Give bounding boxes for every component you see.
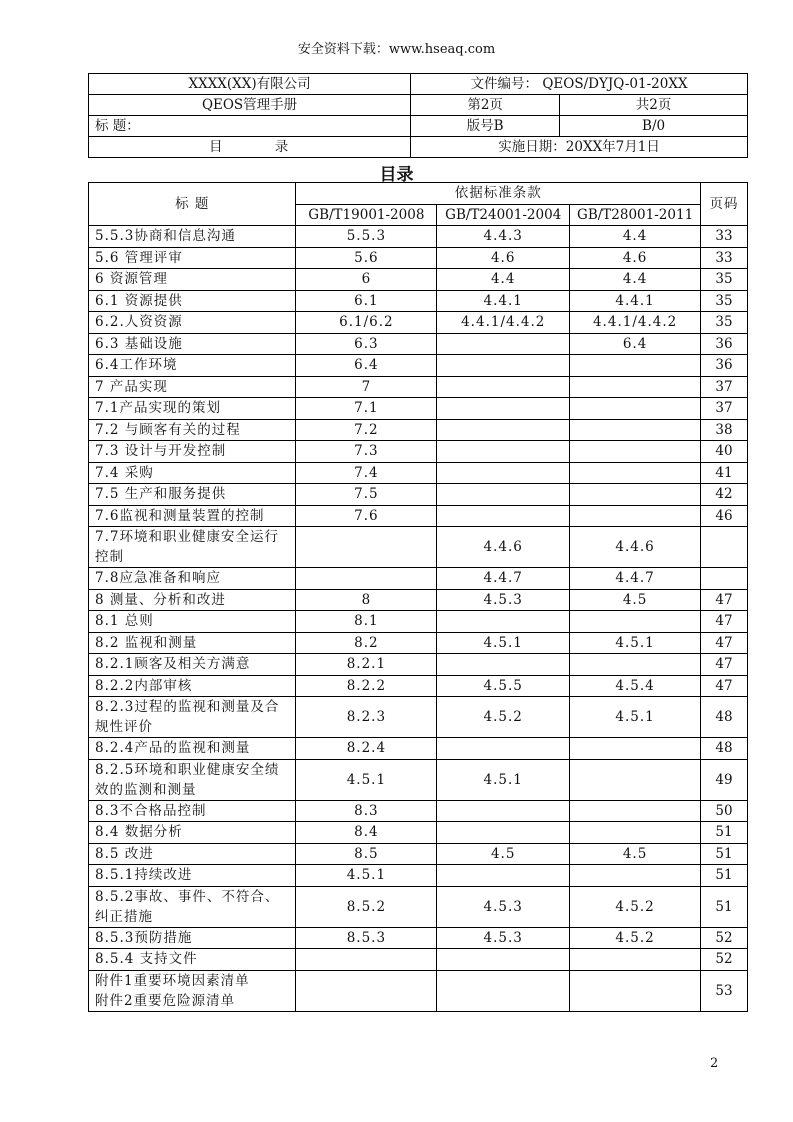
toc-row xyxy=(89,886,748,927)
toc-entry-std1 xyxy=(296,568,437,590)
toc-entry-title: 8.2.3过程的监视和测量及合规性评价 xyxy=(89,697,296,738)
toc-row xyxy=(89,865,748,887)
toc-row xyxy=(89,970,748,1011)
toc-entry-std3 xyxy=(570,822,701,844)
col-page-header: 页码 xyxy=(701,183,748,226)
toc-entry-std2 xyxy=(437,333,570,355)
toc-row xyxy=(89,355,748,377)
total-pages: 共2页 xyxy=(560,95,748,116)
toc-entry-std2 xyxy=(437,654,570,676)
toc-entry-std2: 4.5.2 xyxy=(437,697,570,738)
toc-entry-std2: 4.4.1/4.4.2 xyxy=(437,312,570,334)
toc-entry-std3 xyxy=(570,355,701,377)
toc-entry-std1: 8.1 xyxy=(296,611,437,633)
toc-row xyxy=(89,611,748,633)
toc-entry-std2: 4.4.6 xyxy=(437,527,570,568)
toc-row xyxy=(89,484,748,506)
toc-entry-std3: 4.5 xyxy=(570,843,701,865)
doc-number: 文件编号： QEOS/DYJQ-01-20XX xyxy=(411,74,748,95)
toc-entry-std1: 6.1 xyxy=(296,290,437,312)
toc-entry-page: 35 xyxy=(701,290,748,312)
toc-entry-std2 xyxy=(437,419,570,441)
toc-entry-page: 35 xyxy=(701,312,748,334)
toc-entry-page: 50 xyxy=(701,800,748,822)
toc-entry-std3: 4.4 xyxy=(570,269,701,291)
toc-entry-std1: 7 xyxy=(296,376,437,398)
toc-entry-std1: 8.4 xyxy=(296,822,437,844)
toc-row xyxy=(89,398,748,420)
toc-entry-page: 40 xyxy=(701,441,748,463)
toc-entry-title: 8.3不合格品控制 xyxy=(89,800,296,822)
toc-entry-std1: 8 xyxy=(296,589,437,611)
toc-entry-title: 7.3 设计与开发控制 xyxy=(89,441,296,463)
toc-entry-page: 47 xyxy=(701,654,748,676)
toc-entry-std3 xyxy=(570,462,701,484)
toc-row xyxy=(89,675,748,697)
toc-row xyxy=(89,822,748,844)
toc-entry-title: 6.4工作环境 xyxy=(89,355,296,377)
toc-entry-std1: 7.5 xyxy=(296,484,437,506)
toc-entry-page: 52 xyxy=(701,949,748,971)
title-label: 标 题： xyxy=(89,116,411,137)
toc-entry-std2 xyxy=(437,800,570,822)
toc-row xyxy=(89,312,748,334)
toc-entry-std1: 6.3 xyxy=(296,333,437,355)
toc-row xyxy=(89,568,748,590)
toc-entry-std1: 8.2.2 xyxy=(296,675,437,697)
toc-row xyxy=(89,376,748,398)
toc-entry-std3 xyxy=(570,505,701,527)
toc-entry-title: 5.5.3协商和信息沟通 xyxy=(89,226,296,248)
toc-entry-std3 xyxy=(570,865,701,887)
toc-entry-title: 8.4 数据分析 xyxy=(89,822,296,844)
col-std3-header: GB/T28001-2011 xyxy=(570,204,701,226)
toc-entry-title: 7.1产品实现的策划 xyxy=(89,398,296,420)
toc-table xyxy=(88,182,748,1012)
toc-entry-page: 51 xyxy=(701,822,748,844)
toc-entry-page: 33 xyxy=(701,247,748,269)
page-number: 2 xyxy=(710,1056,719,1071)
toc-entry-title: 8.2.4产品的监视和测量 xyxy=(89,738,296,760)
toc-entry-std1: 5.5.3 xyxy=(296,226,437,248)
toc-row xyxy=(89,505,748,527)
toc-row xyxy=(89,759,748,800)
toc-entry-std1: 6.1/6.2 xyxy=(296,312,437,334)
toc-entry-page: 41 xyxy=(701,462,748,484)
toc-entry-std2 xyxy=(437,738,570,760)
toc-entry-std1: 5.6 xyxy=(296,247,437,269)
toc-entry-std1 xyxy=(296,949,437,971)
toc-entry-std3 xyxy=(570,398,701,420)
toc-entry-std3 xyxy=(570,611,701,633)
toc-entry-std2 xyxy=(437,441,570,463)
toc-entry-std2 xyxy=(437,484,570,506)
toc-entry-std2: 4.4.7 xyxy=(437,568,570,590)
col-std1-header: GB/T19001-2008 xyxy=(296,204,437,226)
toc-entry-std3: 6.4 xyxy=(570,333,701,355)
toc-entry-std2 xyxy=(437,355,570,377)
toc-entry-std3 xyxy=(570,970,701,1011)
toc-entry-std1: 8.5 xyxy=(296,843,437,865)
toc-entry-std3: 4.6 xyxy=(570,247,701,269)
toc-entry-title: 7.5 生产和服务提供 xyxy=(89,484,296,506)
toc-entry-title: 7.6监视和测量装置的控制 xyxy=(89,505,296,527)
toc-entry-std2 xyxy=(437,970,570,1011)
toc-entry-title: 8.2 监视和测量 xyxy=(89,632,296,654)
toc-entry-title: 7.8应急准备和响应 xyxy=(89,568,296,590)
toc-row xyxy=(89,333,748,355)
toc-entry-std3: 4.5 xyxy=(570,589,701,611)
page-indicator: 第2页 xyxy=(411,95,560,116)
toc-row xyxy=(89,269,748,291)
toc-entry-page: 52 xyxy=(701,927,748,949)
toc-entry-std3 xyxy=(570,759,701,800)
company-name: XXXX(XX)有限公司 xyxy=(89,74,411,95)
toc-entry-std2 xyxy=(437,822,570,844)
toc-row xyxy=(89,654,748,676)
toc-row xyxy=(89,226,748,248)
toc-entry-std1: 7.4 xyxy=(296,462,437,484)
toc-entry-title: 附件1重要环境因素清单 附件2重要危险源清单 xyxy=(89,970,296,1011)
toc-entry-std3 xyxy=(570,419,701,441)
toc-entry-std1 xyxy=(296,970,437,1011)
toc-entry-std3: 4.4.7 xyxy=(570,568,701,590)
toc-entry-page: 36 xyxy=(701,355,748,377)
toc-entry-std3: 4.4.1/4.4.2 xyxy=(570,312,701,334)
toc-row xyxy=(89,632,748,654)
toc-row xyxy=(89,738,748,760)
toc-entry-std1: 6 xyxy=(296,269,437,291)
toc-entry-title: 8.5.3预防措施 xyxy=(89,927,296,949)
toc-entry-std2: 4.5 xyxy=(437,843,570,865)
toc-entry-std2: 4.5.1 xyxy=(437,632,570,654)
toc-entry-std1: 8.2.4 xyxy=(296,738,437,760)
toc-row xyxy=(89,419,748,441)
toc-entry-page: 48 xyxy=(701,738,748,760)
toc-entry-title: 6 资源管理 xyxy=(89,269,296,291)
toc-entry-title: 8.1 总则 xyxy=(89,611,296,633)
toc-entry-title: 6.3 基础设施 xyxy=(89,333,296,355)
toc-entry-std3: 4.5.1 xyxy=(570,632,701,654)
toc-entry-std2 xyxy=(437,376,570,398)
toc-title: 目录 xyxy=(379,165,414,185)
toc-entry-page: 49 xyxy=(701,759,748,800)
toc-entry-title: 7.7环境和职业健康安全运行控制 xyxy=(89,527,296,568)
toc-entry-title: 8 测量、分析和改进 xyxy=(89,589,296,611)
toc-entry-title: 6.1 资源提供 xyxy=(89,290,296,312)
toc-entry-std3: 4.5.4 xyxy=(570,675,701,697)
document-header-table xyxy=(88,73,748,158)
toc-entry-std2 xyxy=(437,505,570,527)
toc-entry-std1: 8.2.1 xyxy=(296,654,437,676)
toc-entry-std3 xyxy=(570,949,701,971)
title-value: 目 录 xyxy=(89,137,411,158)
toc-entry-page: 53 xyxy=(701,970,748,1011)
toc-entry-title: 8.5.4 支持文件 xyxy=(89,949,296,971)
toc-entry-std3: 4.4.1 xyxy=(570,290,701,312)
toc-row xyxy=(89,527,748,568)
toc-entry-std3: 4.5.1 xyxy=(570,697,701,738)
toc-entry-std3 xyxy=(570,376,701,398)
toc-row xyxy=(89,441,748,463)
toc-entry-page: 51 xyxy=(701,886,748,927)
toc-entry-std1: 7.6 xyxy=(296,505,437,527)
toc-row xyxy=(89,927,748,949)
toc-row xyxy=(89,697,748,738)
toc-entry-std1: 7.2 xyxy=(296,419,437,441)
toc-entry-std1: 8.2 xyxy=(296,632,437,654)
col-title-header: 标 题 xyxy=(89,183,296,226)
toc-entry-title: 6.2.人资资源 xyxy=(89,312,296,334)
toc-row xyxy=(89,589,748,611)
toc-entry-std2: 4.6 xyxy=(437,247,570,269)
toc-entry-title: 5.6 管理评审 xyxy=(89,247,296,269)
toc-entry-std2 xyxy=(437,611,570,633)
effective-date: 实施日期：20XX年7月1日 xyxy=(411,137,748,158)
toc-entry-std3: 4.4.6 xyxy=(570,527,701,568)
version-label: 版号B xyxy=(411,116,560,137)
toc-entry-std2: 4.4 xyxy=(437,269,570,291)
toc-row xyxy=(89,290,748,312)
toc-entry-page: 51 xyxy=(701,843,748,865)
toc-row xyxy=(89,800,748,822)
toc-entry-title: 8.2.1顾客及相关方满意 xyxy=(89,654,296,676)
toc-entry-title: 7.2 与顾客有关的过程 xyxy=(89,419,296,441)
toc-entry-std3: 4.5.2 xyxy=(570,927,701,949)
toc-entry-page: 48 xyxy=(701,697,748,738)
toc-entry-std2 xyxy=(437,398,570,420)
toc-entry-page: 42 xyxy=(701,484,748,506)
toc-entry-title: 8.2.5环境和职业健康安全绩效的监测和测量 xyxy=(89,759,296,800)
toc-entry-std1: 8.5.2 xyxy=(296,886,437,927)
toc-entry-page: 36 xyxy=(701,333,748,355)
toc-row xyxy=(89,949,748,971)
toc-entry-std2: 4.4.1 xyxy=(437,290,570,312)
toc-entry-page: 37 xyxy=(701,376,748,398)
toc-entry-page: 33 xyxy=(701,226,748,248)
toc-entry-title: 7 产品实现 xyxy=(89,376,296,398)
toc-entry-std2: 4.5.5 xyxy=(437,675,570,697)
toc-entry-std1: 7.3 xyxy=(296,441,437,463)
toc-entry-std1: 8.5.3 xyxy=(296,927,437,949)
toc-entry-std3 xyxy=(570,738,701,760)
toc-entry-std2: 4.4.3 xyxy=(437,226,570,248)
toc-entry-std1: 6.4 xyxy=(296,355,437,377)
toc-entry-std2 xyxy=(437,462,570,484)
toc-entry-std3 xyxy=(570,441,701,463)
col-basis-header: 依据标准条款 xyxy=(296,183,701,205)
toc-entry-std1: 8.3 xyxy=(296,800,437,822)
toc-entry-std2 xyxy=(437,865,570,887)
toc-entry-title: 8.5.1持续改进 xyxy=(89,865,296,887)
version-value: B/0 xyxy=(560,116,748,137)
site-header: 安全资料下载：www.hseaq.com xyxy=(297,42,496,57)
toc-entry-title: 7.4 采购 xyxy=(89,462,296,484)
toc-entry-std1: 8.2.3 xyxy=(296,697,437,738)
toc-row xyxy=(89,247,748,269)
toc-entry-std2: 4.5.1 xyxy=(437,759,570,800)
toc-row xyxy=(89,843,748,865)
toc-entry-page: 37 xyxy=(701,398,748,420)
col-std2-header: GB/T24001-2004 xyxy=(437,204,570,226)
toc-entry-std1: 4.5.1 xyxy=(296,759,437,800)
toc-entry-title: 8.2.2内部审核 xyxy=(89,675,296,697)
toc-entry-title: 8.5 改进 xyxy=(89,843,296,865)
toc-entry-page xyxy=(701,527,748,568)
toc-entry-std3 xyxy=(570,654,701,676)
manual-name: QEOS管理手册 xyxy=(89,95,411,116)
toc-entry-std2: 4.5.3 xyxy=(437,886,570,927)
toc-entry-title: 8.5.2事故、事件、不符合、纠正措施 xyxy=(89,886,296,927)
toc-entry-page: 47 xyxy=(701,611,748,633)
toc-entry-page: 47 xyxy=(701,675,748,697)
toc-entry-std2: 4.5.3 xyxy=(437,927,570,949)
toc-entry-page: 38 xyxy=(701,419,748,441)
toc-entry-std3: 4.4 xyxy=(570,226,701,248)
toc-entry-page xyxy=(701,568,748,590)
toc-entry-std3: 4.5.2 xyxy=(570,886,701,927)
toc-entry-std1: 4.5.1 xyxy=(296,865,437,887)
toc-entry-std2 xyxy=(437,949,570,971)
toc-entry-std3 xyxy=(570,800,701,822)
toc-entry-page: 35 xyxy=(701,269,748,291)
toc-row xyxy=(89,462,748,484)
toc-entry-page: 51 xyxy=(701,865,748,887)
toc-entry-std1: 7.1 xyxy=(296,398,437,420)
toc-entry-page: 47 xyxy=(701,632,748,654)
toc-entry-std3 xyxy=(570,484,701,506)
toc-entry-std1 xyxy=(296,527,437,568)
toc-entry-std2: 4.5.3 xyxy=(437,589,570,611)
toc-entry-page: 47 xyxy=(701,589,748,611)
toc-entry-page: 46 xyxy=(701,505,748,527)
